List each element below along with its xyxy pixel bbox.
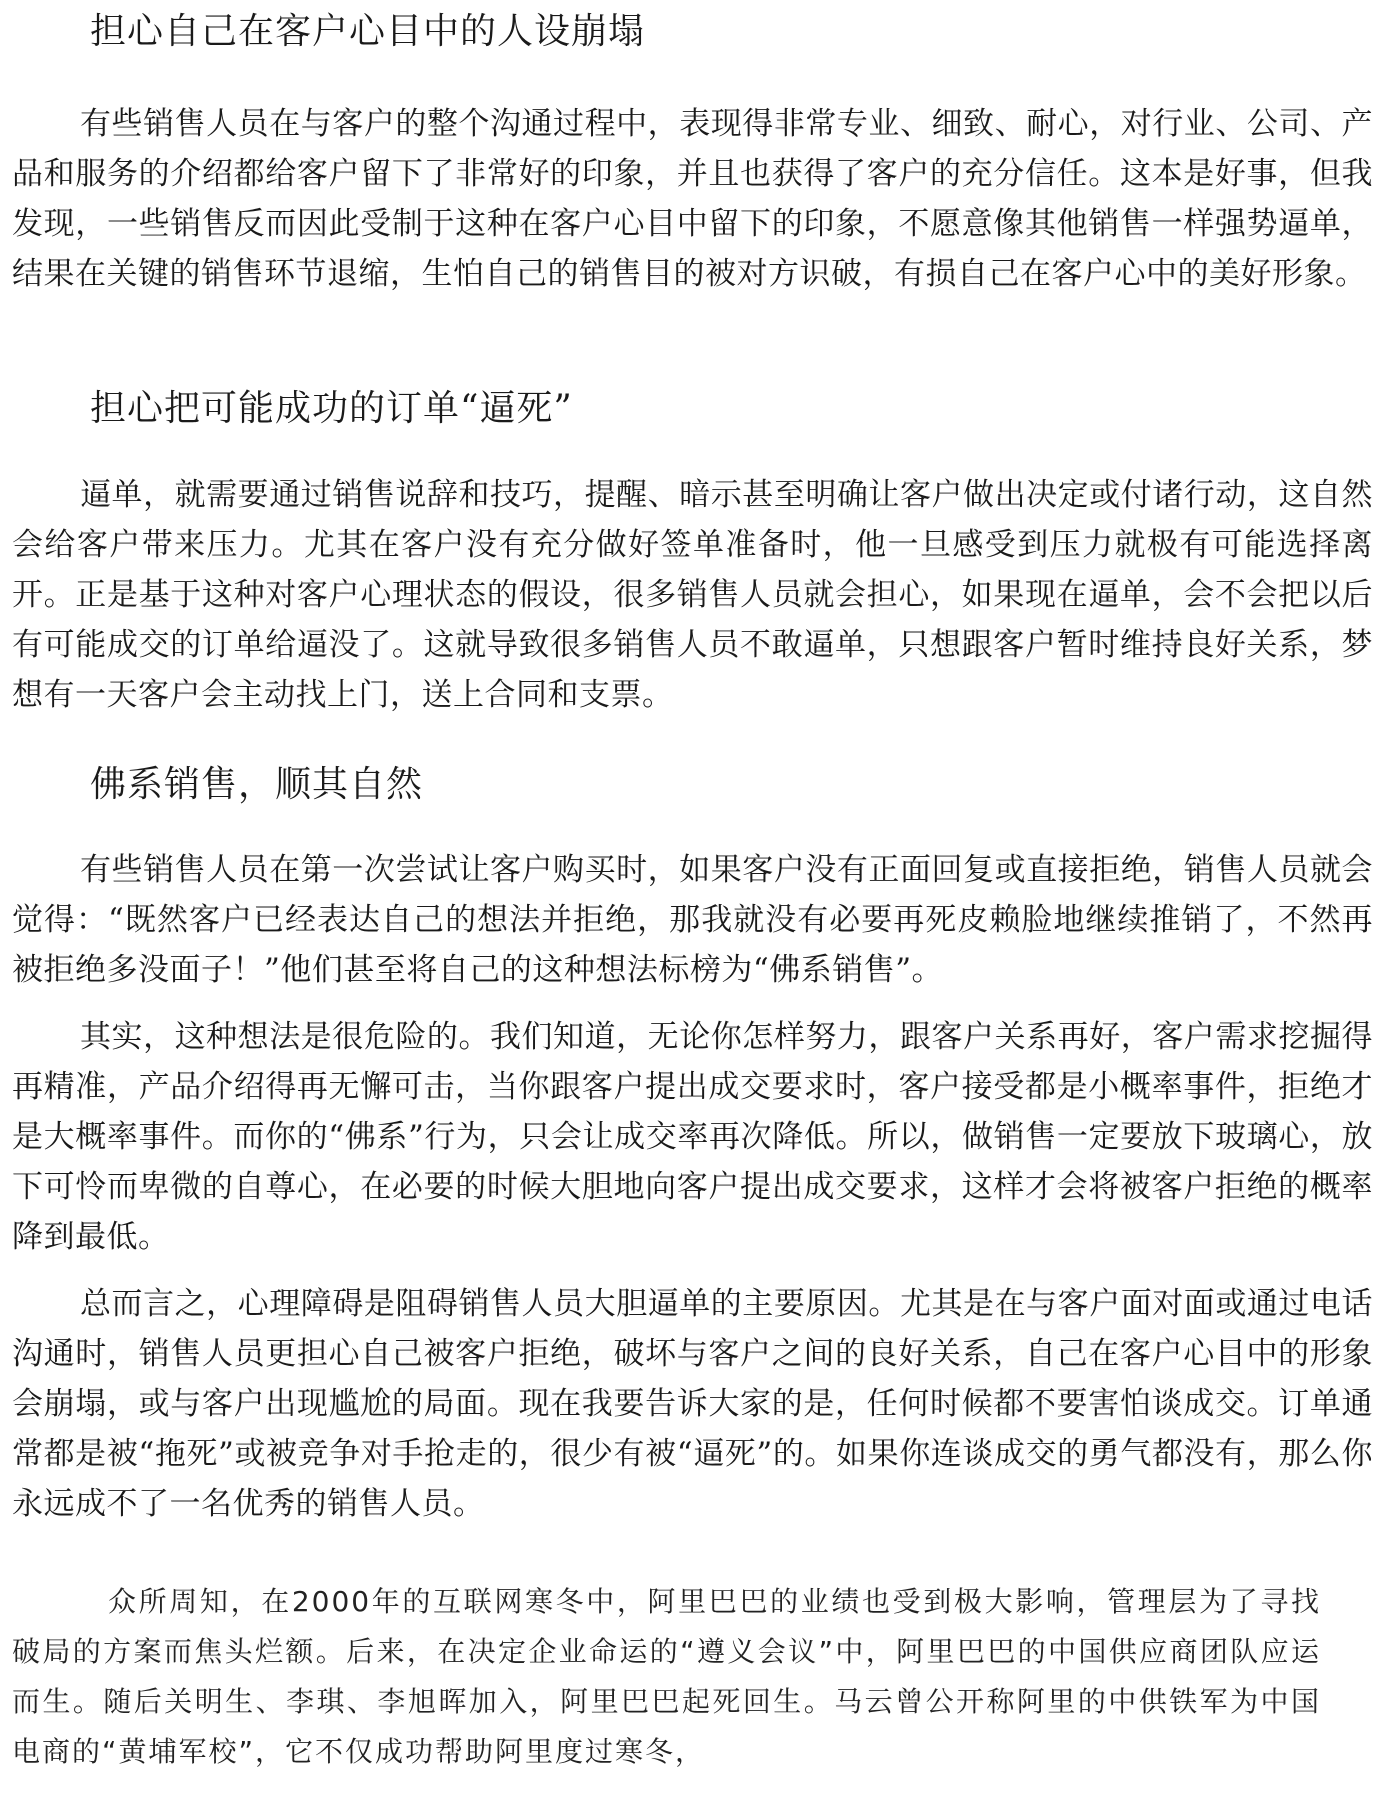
section-heading-persona-collapse: 担心自己在客户心目中的人设崩塌 xyxy=(90,11,646,52)
paragraph: 逼单，就需要通过销售说辞和技巧，提醒、暗示甚至明确让客户做出决定或付诸行动，这自然会给客户带来压力。尤其在客户没有充分做好签单准备时，他一旦感受到压力就极有可能选择离开。正是基于这种对客户心理状态的假设，很多销售人员就会担心，如果现在逼单，会不会把以后有可能成交的订单给逼没了。这就导致很多销售人员不敢逼单，只想跟客户暂时维持良好关系，梦想有一天客户会主动找上门，送上合同和支票。 xyxy=(12,477,1373,713)
section-heading-kill-order: 担心把可能成功的订单“逼死” xyxy=(90,388,573,429)
paragraph-alibaba: 众所周知，在2000年的互联网寒冬中，阿里巴巴的业绩也受到极大影响，管理层为了寻找破局的方案而焦头烂额。后来，在决定企业命运的“遵义会议”中，阿里巴巴的中国供应商团队应运而生。随后关明生、李琪、李旭晖加入，阿里巴巴起死回生。马云曾公开称阿里的中供铁军为中国电商的“黄埔军校”，它不仅成功帮助阿里度过寒冬， xyxy=(12,1585,1321,1768)
paragraph: 其实，这种想法是很危险的。我们知道，无论你怎样努力，跟客户关系再好，客户需求挖掘得再精准，产品介绍得再无懈可击，当你跟客户提出成交要求时，客户接受都是小概率事件，拒绝才是大概率事件。而你的“佛系”行为，只会让成交率再次降低。所以，做销售一定要放下玻璃心，放下可怜而卑微的自尊心，在必要的时候大胆地向客户提出成交要求，这样才会将被客户拒绝的概率降到最低。 xyxy=(12,1019,1373,1255)
paragraph: 有些销售人员在第一次尝试让客户购买时，如果客户没有正面回复或直接拒绝，销售人员就会觉得：“既然客户已经表达自己的想法并拒绝，那我就没有必要再死皮赖脸地继续推销了，不然再被拒绝多没面子！”他们甚至将自己的这种想法标榜为“佛系销售”。 xyxy=(12,852,1373,988)
section-heading-buddhist-sales: 佛系销售，顺其自然 xyxy=(90,764,424,805)
paragraph: 总而言之，心理障碍是阻碍销售人员大胆逼单的主要原因。尤其是在与客户面对面或通过电话沟通时，销售人员更担心自己被客户拒绝，破坏与客户之间的良好关系，自己在客户心目中的形象会崩塌，或与客户出现尴尬的局面。现在我要告诉大家的是，任何时候都不要害怕谈成交。订单通常都是被“拖死”或被竞争对手抢走的，很少有被“逼死”的。如果你连谈成交的勇气都没有，那么你永远成不了一名优秀的销售人员。 xyxy=(12,1286,1373,1522)
paragraph: 有些销售人员在与客户的整个沟通过程中，表现得非常专业、细致、耐心，对行业、公司、产品和服务的介绍都给客户留下了非常好的印象，并且也获得了客户的充分信任。这本是好事，但我发现，一些销售反而因此受制于这种在客户心目中留下的印象，不愿意像其他销售一样强势逼单，结果在关键的销售环节退缩，生怕自己的销售目的被对方识破，有损自己在客户心中的美好形象。 xyxy=(12,106,1373,292)
